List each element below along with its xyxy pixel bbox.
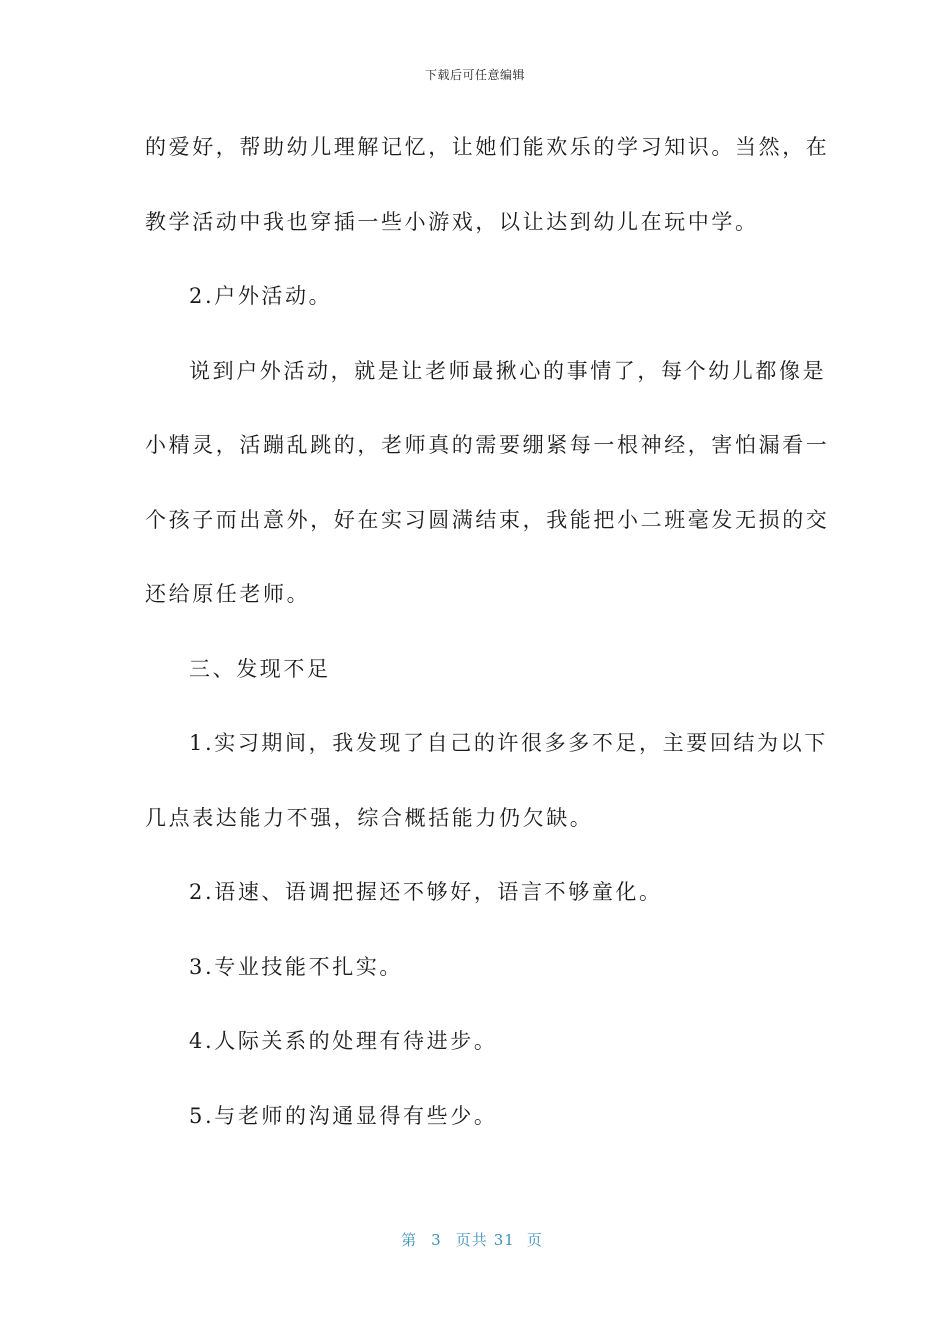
page-header: 下载后可任意编辑	[424, 68, 525, 82]
paragraph-line: 小精灵，活蹦乱跳的，老师真的需要绷紧每一根神经，害怕漏看一	[145, 433, 830, 457]
page-footer	[0, 1229, 950, 1250]
paragraph-line: 教学活动中我也穿插一些小游戏，以让达到幼儿在玩中学。	[145, 209, 759, 234]
list-item: 3.专业技能不扎实。	[189, 954, 404, 979]
list-item: 2.语速、语调把握还不够好，语言不够童化。	[189, 880, 663, 904]
section-heading: 三、发现不足	[189, 656, 331, 681]
list-item: 5.与老师的沟通显得有些少。	[189, 1103, 498, 1128]
page-suffix: 页共	[455, 1231, 488, 1249]
current-page-number: 3	[431, 1231, 442, 1249]
paragraph-line: 的爱好，帮助幼儿理解记忆，让她们能欢乐的学习知识。当然，在	[145, 135, 830, 159]
total-pages-number: 31	[493, 1231, 515, 1249]
paragraph-line: 说到户外活动，就是让老师最揪心的事情了，每个幼儿都像是	[189, 358, 827, 383]
list-item: 4.人际关系的处理有待进步。	[189, 1029, 498, 1053]
list-item-continuation: 几点表达能力不强，综合概括能力仍欠缺。	[145, 805, 594, 830]
paragraph-line: 个孩子而出意外，好在实习圆满结束，我能把小二班毫发无损的交	[145, 507, 830, 532]
total-suffix: 页	[526, 1231, 543, 1249]
document-body	[145, 128, 830, 1171]
list-item: 1.实习期间，我发现了自己的许很多多不足，主要回结为以下	[189, 731, 828, 755]
section-heading: 2.户外活动。	[189, 284, 333, 308]
page-prefix: 第	[401, 1231, 418, 1249]
paragraph-line: 还给原任老师。	[145, 582, 311, 606]
